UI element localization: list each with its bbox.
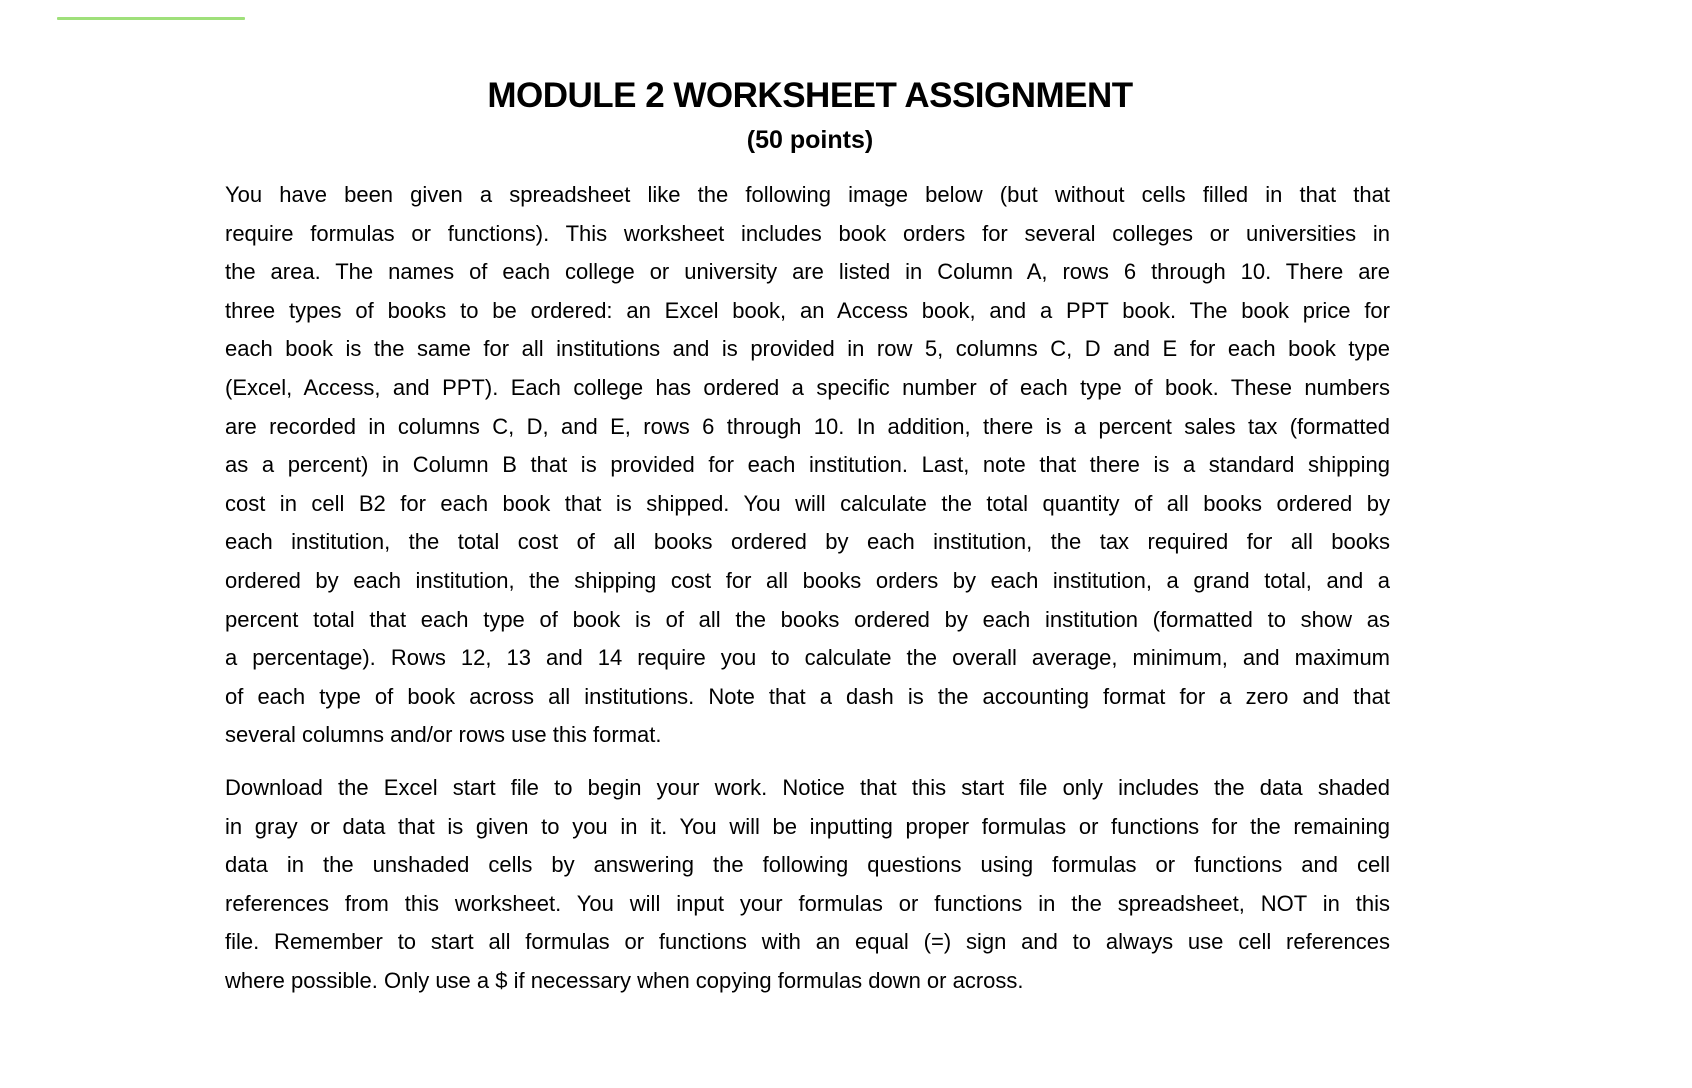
paragraph-line: as a percent) in Column B that is provided for each institution. Last, note that there is a standard shipping	[225, 452, 1390, 478]
paragraph-line: are recorded in columns C, D, and E, rows 6 through 10. In addition, there is a percent sales tax (formatted	[225, 413, 1390, 439]
paragraph-line: cost in cell B2 for each book that is shipped. You will calculate the total quantity of all books ordered by	[225, 490, 1390, 516]
paragraph-line: each institution, the total cost of all books ordered by each institution, the tax required for all books	[225, 529, 1390, 555]
paragraph-line: three types of books to be ordered: an Excel book, an Access book, and a PPT book. The book price for	[225, 297, 1390, 323]
paragraph-line: ordered by each institution, the shipping cost for all books orders by each institution, a grand total, and a	[225, 567, 1390, 593]
paragraph-line: data in the unshaded cells by answering the following questions using formulas or functions and cell	[225, 852, 1390, 878]
paragraph-line: where possible. Only use a $ if necessary when copying formulas down or across.	[225, 967, 1024, 993]
paragraph-line: in gray or data that is given to you in it. You will be inputting proper formulas or functions for the remaining	[225, 813, 1390, 839]
paragraph-line: several columns and/or rows use this format.	[225, 722, 662, 748]
instructions-paragraph-2	[225, 769, 1390, 1001]
paragraph-line: each book is the same for all institutions and is provided in row 5, columns C, D and E for each book type	[225, 336, 1390, 362]
points-subtitle: (50 points)	[746, 126, 874, 154]
header-rule	[57, 17, 245, 20]
paragraph-line: the area. The names of each college or university are listed in Column A, rows 6 through 10. There are	[225, 259, 1390, 285]
paragraph-line: file. Remember to start all formulas or functions with an equal (=) sign and to always use cell references	[225, 929, 1390, 955]
paragraph-line: references from this worksheet. You will input your formulas or functions in the spreadsheet, NOT in this	[225, 890, 1390, 916]
paragraph-line: require formulas or functions). This worksheet includes book orders for several colleges or universities in	[225, 220, 1390, 246]
paragraph-line: You have been given a spreadsheet like the following image below (but without cells filled in that that	[225, 182, 1390, 207]
paragraph-line: of each type of book across all institutions. Note that a dash is the accounting format for a zero and that	[225, 683, 1390, 709]
paragraph-line: Download the Excel start file to begin your work. Notice that this start file only includes the data shaded	[225, 775, 1390, 800]
paragraph-line: percent total that each type of book is of all the books ordered by each institution (formatted to show as	[225, 606, 1390, 632]
paragraph-line: (Excel, Access, and PPT). Each college has ordered a specific number of each type of book. These numbers	[225, 374, 1390, 400]
paragraph-line: a percentage). Rows 12, 13 and 14 require you to calculate the overall average, minimum, and maximum	[225, 645, 1390, 671]
page-title: MODULE 2 WORKSHEET ASSIGNMENT	[487, 76, 1133, 115]
instructions-paragraph-1	[225, 176, 1390, 755]
